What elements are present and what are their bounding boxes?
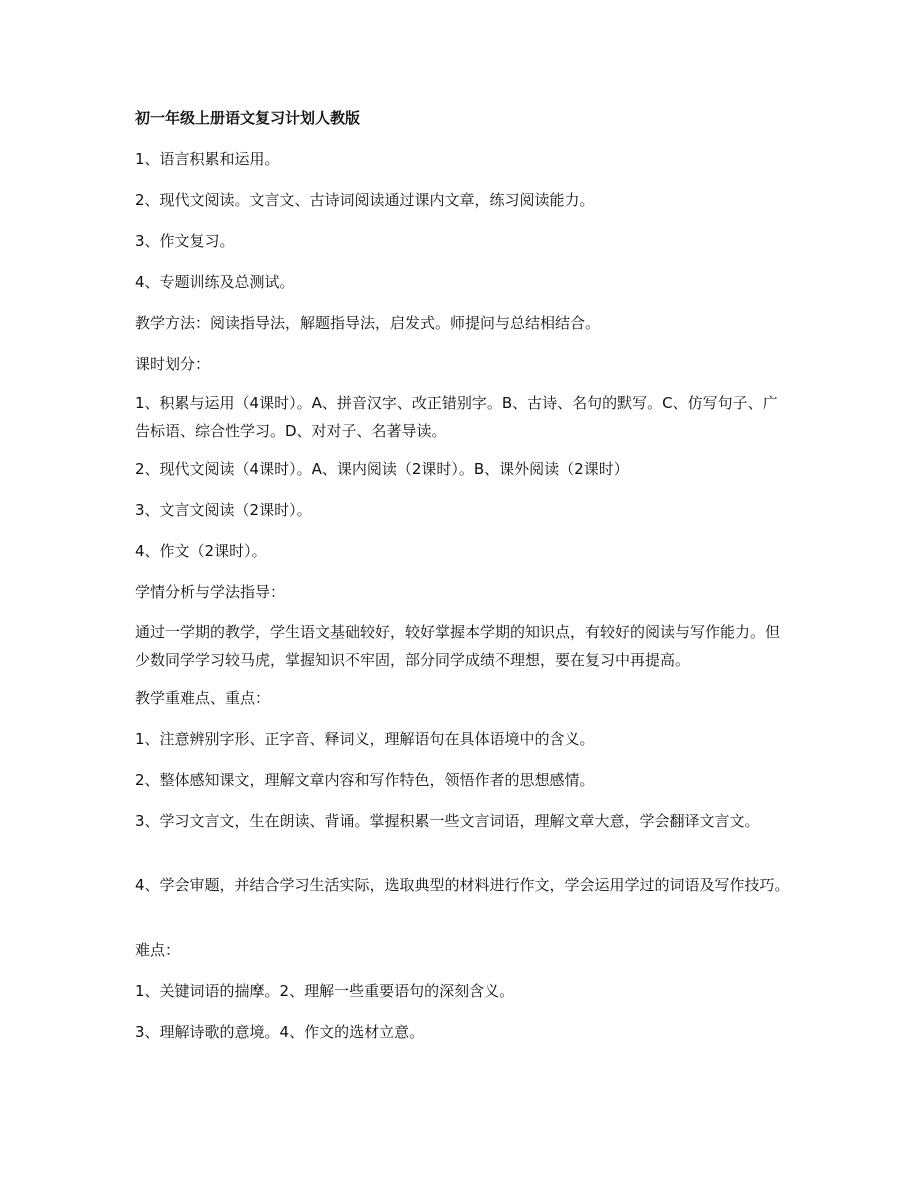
paragraph: 学情分析与学法指导： — [135, 583, 286, 601]
paragraph: 1、关键词语的揣摩。2、理解一些重要语句的深刻含义。 — [135, 982, 515, 1000]
paragraph: 4、专题训练及总测试。 — [135, 273, 295, 291]
paragraph: 2、现代文阅读（4课时）。A、课内阅读（2课时）。B、课外阅读（2课时） — [135, 460, 629, 478]
paragraph: 难点： — [135, 941, 181, 959]
paragraph: 3、作文复习。 — [135, 232, 235, 250]
paragraph: 1、积累与运用（4课时）。A、拼音汉字、改正错别字。B、古诗、名句的默写。C、仿写句子、广告标语、综合性学习。D、对对子、名著导读。 — [135, 394, 778, 440]
paragraph: 教学重难点、重点： — [135, 689, 271, 707]
paragraph: 2、现代文阅读。文言文、古诗词阅读通过课内文章，练习阅读能力。 — [135, 191, 595, 209]
document-title: 初一年级上册语文复习计划人教版 — [135, 109, 361, 127]
paragraph: 3、理解诗歌的意境。4、作文的选材立意。 — [135, 1023, 425, 1041]
paragraph: 教学方法：阅读指导法，解题指导法，启发式。师提问与总结相结合。 — [135, 314, 601, 332]
paragraph: 通过一学期的教学，学生语文基础较好，较好掌握本学期的知识点，有较好的阅读与写作能力。但少数同学学习较马虎，掌握知识不牢固，部分同学成绩不理想，要在复习中再提高。 — [135, 623, 781, 669]
paragraph: 4、作文（2课时）。 — [135, 542, 267, 560]
paragraph: 3、学习文言文，生在朗读、背诵。掌握积累一些文言词语，理解文章大意，学会翻译文言文。 — [135, 812, 760, 830]
paragraph: 4、学会审题，并结合学习生活实际，选取典型的材料进行作文，学会运用学过的词语及写作技巧。 — [135, 876, 790, 894]
paragraph: 课时划分： — [135, 355, 211, 373]
paragraph: 2、整体感知课文，理解文章内容和写作特色，领悟作者的思想感情。 — [135, 771, 595, 789]
paragraph: 3、文言文阅读（2课时）。 — [135, 501, 312, 519]
paragraph: 1、注意辨别字形、正字音、释词义，理解语句在具体语境中的含义。 — [135, 730, 595, 748]
paragraph: 1、语言积累和运用。 — [135, 150, 280, 168]
